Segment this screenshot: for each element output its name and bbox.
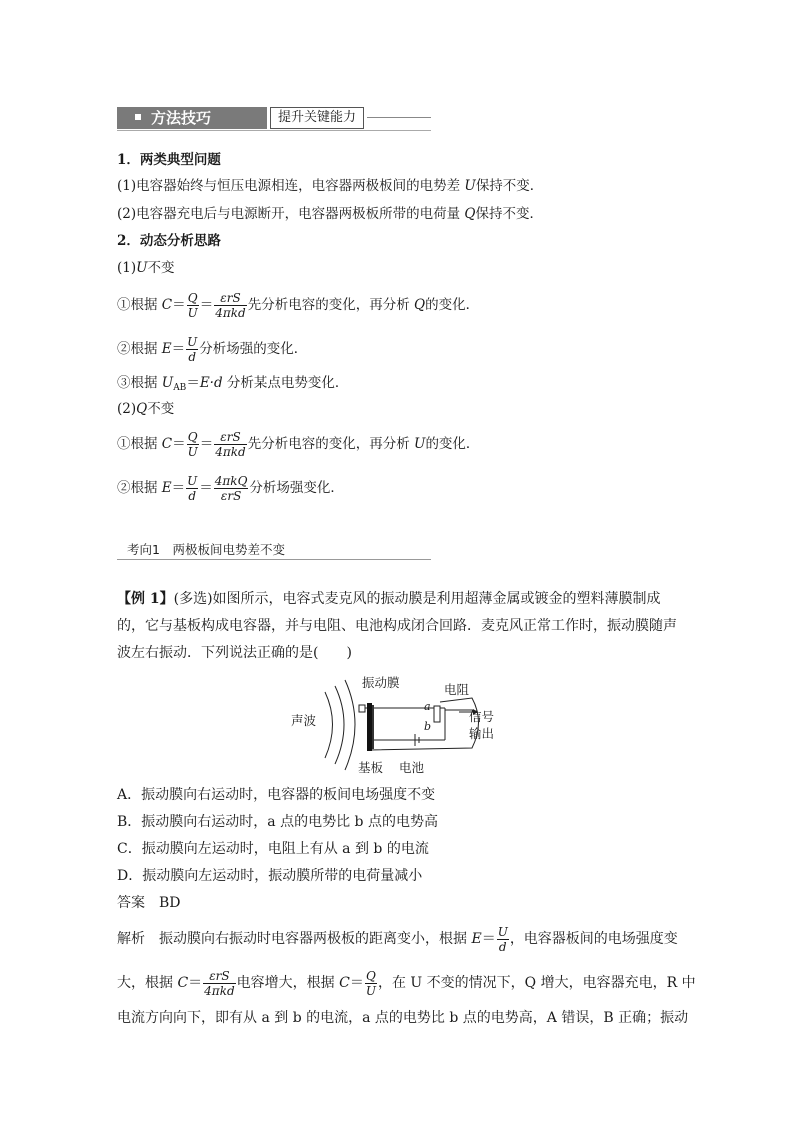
square-bullet-icon xyxy=(135,114,141,120)
label-b: b xyxy=(424,720,432,733)
analysis-line-2: 大，根据 C＝ $\frac{\text{εrS}}{\text{4πkd}}$ 电容增大，根据 C＝ $\frac{Q}{U}$ ，在 U 不变的情况下，Q 增大，电容器充电，R 中 xyxy=(117,968,696,998)
example-tag: 【例 1】 xyxy=(117,591,174,607)
label-signal: 信号 xyxy=(469,709,495,724)
option-b: B．振动膜向右运动时，a 点的电势比 b 点的电势高 xyxy=(117,814,438,830)
example-text: (多选)如图所示，电容式麦克风的振动膜是利用超薄金属或镀金的塑料薄膜制成的，它与基板构成电容器，并与电阻、电池构成闭合回路．麦克风正常工作时，振动膜随声波左右振动．下列说法正确的是( ) xyxy=(117,591,677,661)
answer-value: BD xyxy=(159,895,181,911)
label-a: a xyxy=(424,700,431,713)
point-2: (2)电容器充电后与电源断开，电容器两极板所带的电荷量 Q保持不变． xyxy=(117,206,543,222)
label-output: 输出 xyxy=(469,726,495,741)
diaphragm-film xyxy=(372,705,374,749)
rule-5: ②根据 E＝ $\frac{U}{d}$ ＝ $\frac{\text{4πkQ}}{\text{εrS}}$ 分析场强变化． xyxy=(117,474,344,503)
example-question xyxy=(117,586,682,667)
rule-2: ②根据 E＝ $\frac{U}{d}$ 分析场强的变化． xyxy=(117,335,308,364)
label-diaphragm: 振动膜 xyxy=(362,675,400,690)
resistor-symbol xyxy=(434,706,440,722)
heading-1: 1．两类典型问题 xyxy=(117,152,221,168)
sound-wave-arc xyxy=(345,680,355,770)
rule-1: ①根据 C＝ $\frac{Q}{U}$ ＝ $\frac{\text{εrS}}{\text{4πkd}}$ 先分析电容的变化，再分析 Q的变化． xyxy=(117,291,480,320)
point-1: (1)电容器始终与恒压电源相连，电容器两极板间的电势差 U保持不变． xyxy=(117,178,544,194)
option-c: C．振动膜向左运动时，电阻上有从 a 到 b 的电流 xyxy=(117,841,429,857)
section-tag xyxy=(117,540,431,558)
sub-heading-1: (1)U不变 xyxy=(117,260,175,276)
section-underline xyxy=(117,559,431,560)
rule-3: ③根据 $U_{AB}=E\cdot d$ 分析某点电势变化． xyxy=(117,375,349,393)
sound-wave-arc xyxy=(335,686,344,764)
label-battery: 电池 xyxy=(399,760,425,775)
option-a: A．振动膜向右运动时，电容器的板间电场强度不变 xyxy=(117,787,436,803)
analysis-line-3: 电流方向向下，即有从 a 到 b 的电流，a 点的电势比 b 点的电势高，A 错误，B 正确；振动 xyxy=(117,1010,689,1026)
banner-right-title: 提升关键能力 xyxy=(270,107,364,129)
option-d: D．振动膜向左运动时，振动膜所带的电荷量减小 xyxy=(117,868,423,884)
sub-heading-2: (2)Q不变 xyxy=(117,401,175,417)
sound-wave-arc xyxy=(325,692,333,758)
heading-2: 2．动态分析思路 xyxy=(117,233,221,249)
banner-left-title: 方法技巧 xyxy=(135,107,211,129)
substrate-plate xyxy=(367,703,372,751)
label-substrate: 基板 xyxy=(358,760,384,775)
section-banner xyxy=(117,105,431,131)
answer-label: 答案 xyxy=(117,895,145,911)
label-sound-wave: 声波 xyxy=(291,713,317,728)
analysis-line-1: 解析 振动膜向右振动时电容器两极板的距离变小，根据 E＝ $\frac{U}{d}$ ，电容器板间的电场强度变 xyxy=(117,924,678,954)
rule-4: ①根据 C＝ $\frac{Q}{U}$ ＝ $\frac{\text{εrS}}{\text{4πkd}}$ 先分析电容的变化，再分析 U的变化． xyxy=(117,430,480,459)
banner-underline xyxy=(117,130,431,131)
section-label: 考向1 两极板间电势差不变 xyxy=(127,542,285,557)
answer-line xyxy=(117,893,181,913)
label-resistor: 电阻 xyxy=(444,682,470,697)
banner-rule xyxy=(367,117,431,118)
